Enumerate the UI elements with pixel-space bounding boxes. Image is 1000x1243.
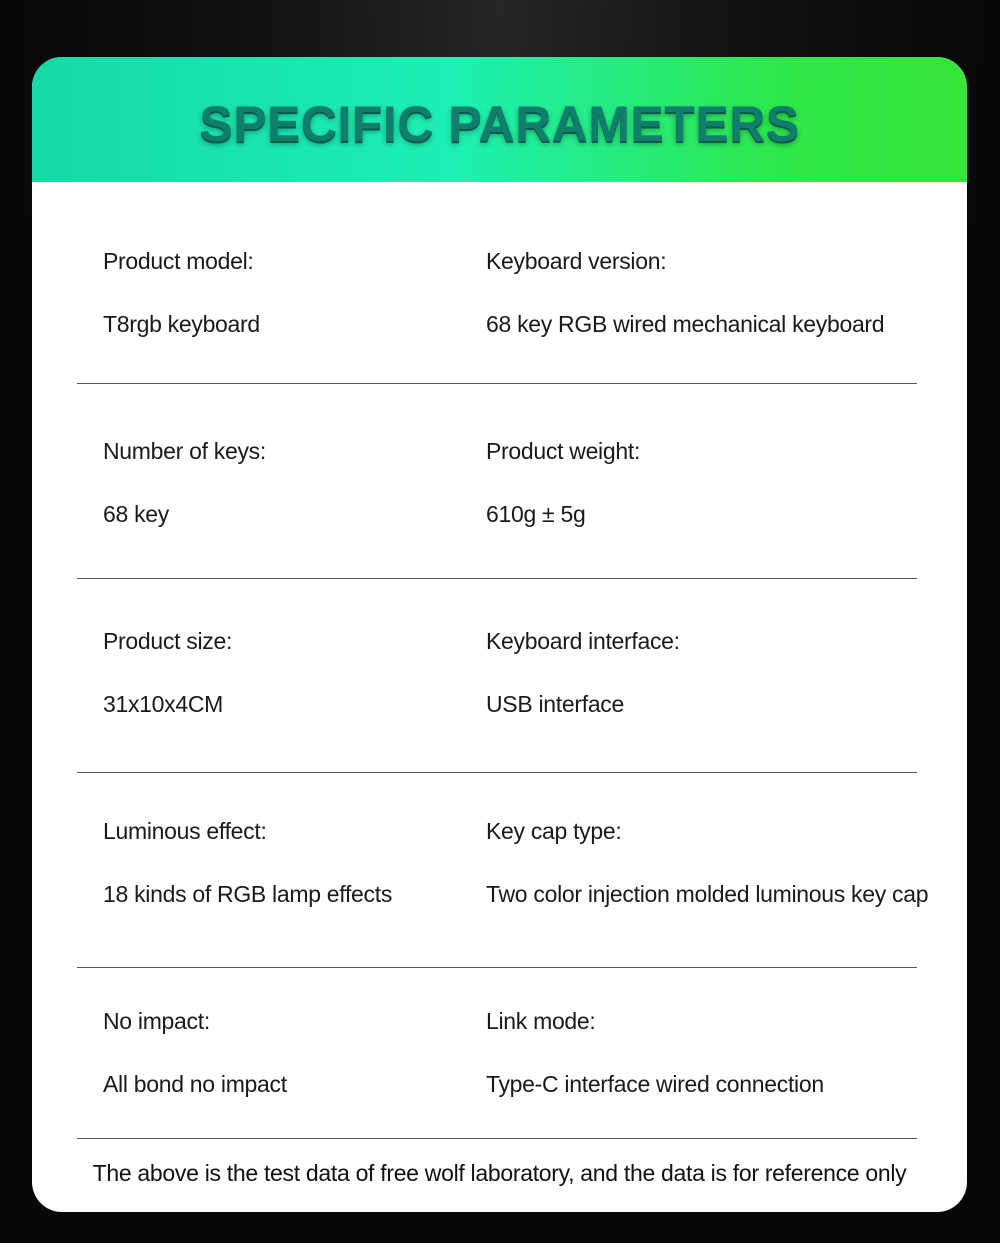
param-value-product-size: 31x10x4CM <box>103 691 224 717</box>
param-label-keyboard-interface: Keyboard interface: <box>486 628 680 654</box>
row-divider <box>77 578 917 579</box>
param-label-product-size: Product size: <box>103 628 233 654</box>
row-divider <box>77 967 917 968</box>
param-value-product-weight: 610g ± 5g <box>486 501 586 527</box>
row-divider <box>77 383 917 384</box>
row-divider <box>77 772 917 773</box>
footnote: The above is the test data of free wolf laboratory, and the data is for reference only <box>92 1160 907 1186</box>
param-value-no-impact: All bond no impact <box>103 1071 287 1097</box>
param-label-key-cap-type: Key cap type: <box>486 818 622 844</box>
param-value-number-of-keys: 68 key <box>103 501 169 527</box>
param-label-link-mode: Link mode: <box>486 1008 596 1034</box>
param-label-number-of-keys: Number of keys: <box>103 438 266 464</box>
page-title: SPECIFIC PARAMETERS <box>199 96 800 152</box>
row-divider <box>77 1138 917 1139</box>
param-value-luminous-effect: 18 kinds of RGB lamp effects <box>103 881 393 907</box>
param-label-no-impact: No impact: <box>103 1008 210 1034</box>
param-label-product-weight: Product weight: <box>486 438 641 464</box>
param-value-product-model: T8rgb keyboard <box>103 311 260 337</box>
parameters-card <box>32 57 967 1212</box>
param-label-luminous-effect: Luminous effect: <box>103 818 267 844</box>
param-value-link-mode: Type-C interface wired connection <box>486 1071 824 1097</box>
param-value-key-cap-type: Two color injection molded luminous key cap <box>486 881 929 907</box>
param-value-keyboard-version: 68 key RGB wired mechanical keyboard <box>486 311 885 337</box>
param-label-product-model: Product model: <box>103 248 254 274</box>
param-value-keyboard-interface: USB interface <box>486 691 624 717</box>
param-label-keyboard-version: Keyboard version: <box>486 248 667 274</box>
